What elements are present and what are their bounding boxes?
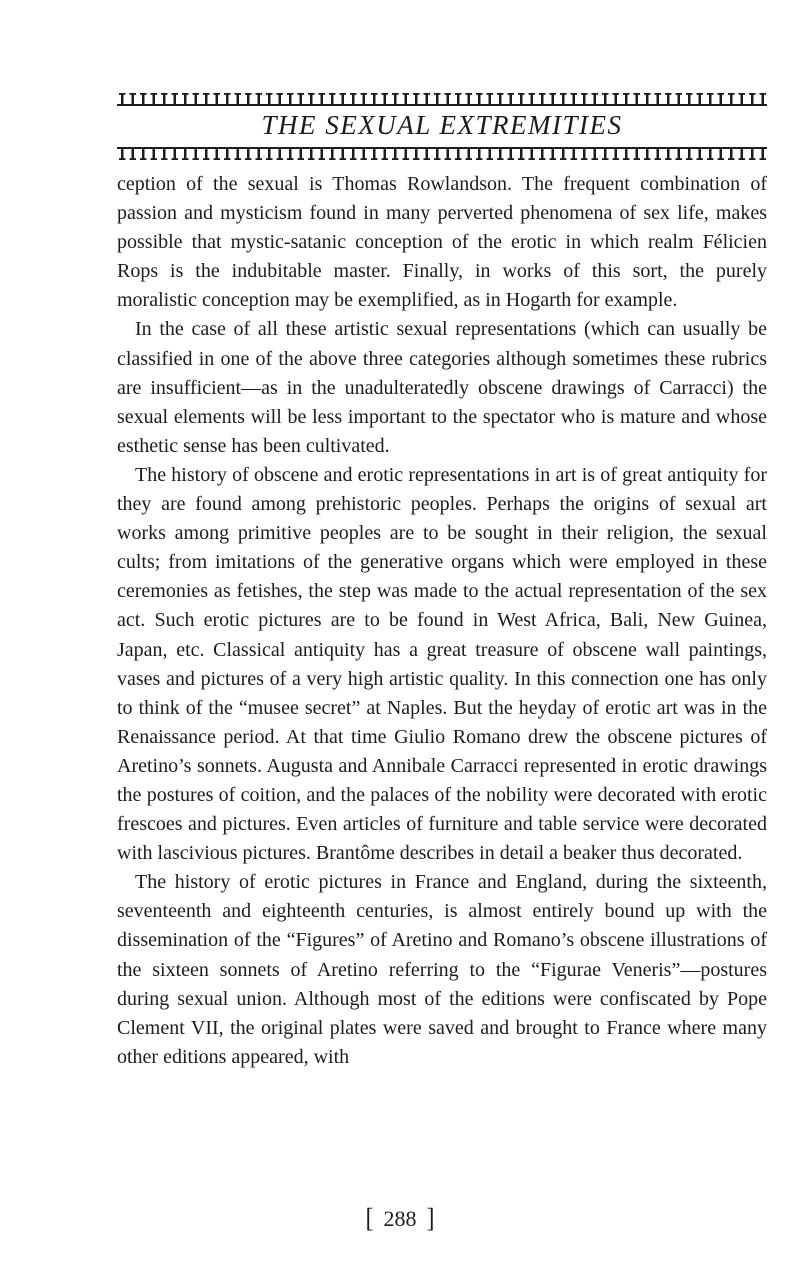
paragraph: In the case of all these artistic sexual representations (which can usually be classified in one of the above three categories although sometimes these rubrics are insufficient—as in the unadulteratedly obscene drawings of Carracci) the sexual elements will be less important to the spectator who is mature and whose esthetic sense has been cultivated. — [117, 318, 767, 457]
bracket-open: [ — [365, 1204, 374, 1234]
paragraph: The history of erotic pictures in France and England, during the sixteenth, seventeenth and eighteenth centuries, is almost entirely bound up with the dissemination of the “Figures” of Aretino and Romano’s obscene illustrations of the sixteen sonnets of Aretino referring to the “Figurae Veneris”—postures during sexual union. Although most of the editions were confiscated by Pope Clement VII, the original plates were saved and brought to France where many other editions appeared, with — [117, 871, 767, 1068]
ornament-border-top — [117, 92, 767, 106]
running-head-title: THE SEXUAL EXTREMITIES — [261, 110, 623, 140]
body-text — [117, 170, 767, 1072]
bracket-close: ] — [426, 1204, 435, 1234]
page-number-footer — [0, 1205, 800, 1233]
paragraph: The history of obscene and erotic representations in art is of great antiquity for they are found among prehistoric peoples. Perhaps the origins of sexual art works among primitive peoples are to be sought in their religion, the sexual cults; from imitations of the generative organs which were employed in these ceremonies as fetishes, the step was made to the actual representation of the sex act. Such erotic pictures are to be found in West Africa, Bali, New Guinea, Japan, etc. Classical antiquity has a great treasure of obscene wall paintings, vases and pictures of a very high artistic quality. In this connection one has only to think of the “musee secret” at Naples. But the heyday of erotic art was in the Renaissance period. At that time Giulio Romano drew the obscene pictures of Aretino’s sonnets. Augusta and Annibale Carracci represented in erotic drawings the postures of coition, and the palaces of the nobility were decorated with erotic frescoes and pictures. Even articles of furniture and table service were decorated with lascivious pictures. Brantôme describes in detail a beaker thus decorated. — [117, 463, 767, 865]
page-number: 288 — [383, 1206, 417, 1231]
ornament-border-bottom — [117, 147, 767, 161]
paragraph: ception of the sexual is Thomas Rowlandson. The frequent combination of passion and mysticism found in many perverted phenomena of sex life, makes possible that mystic-satanic conception of the erotic in which realm Félicien Rops is the indubitable master. Finally, in works of this sort, the purely moralistic conception may be exemplified, as in Hogarth for example. — [117, 173, 767, 312]
